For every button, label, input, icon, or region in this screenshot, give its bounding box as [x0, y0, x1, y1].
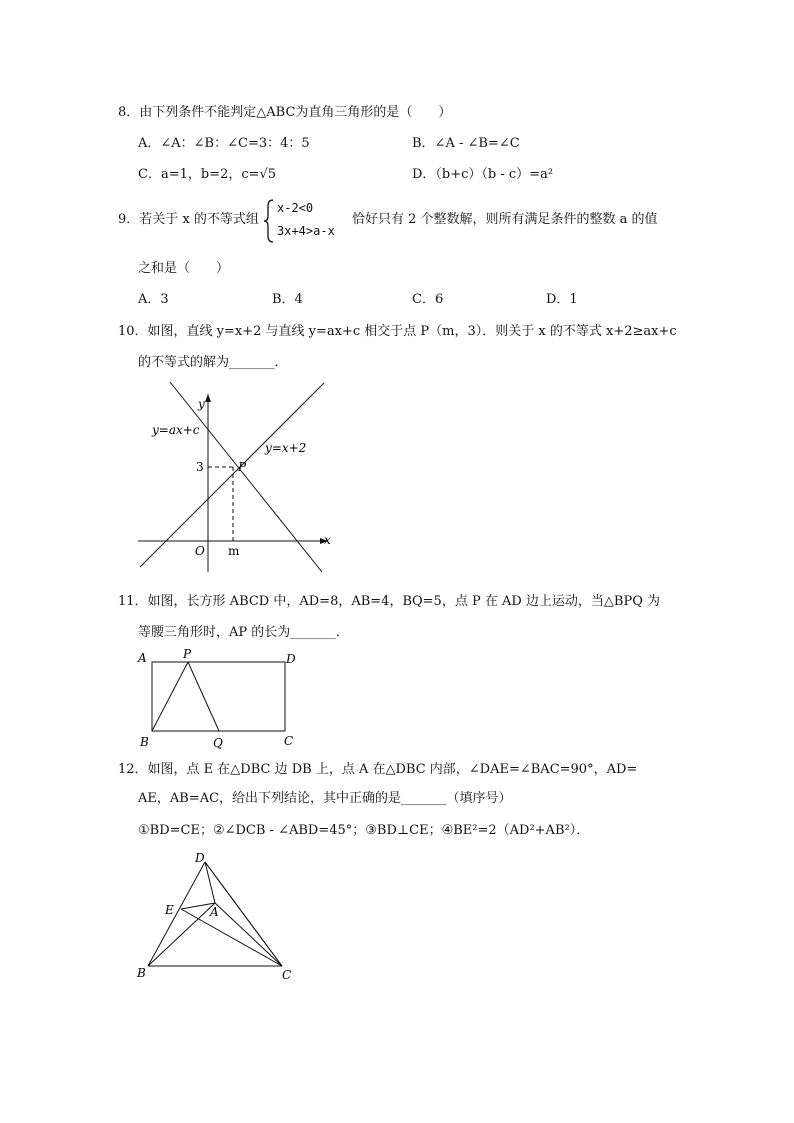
- label-b: B: [140, 735, 149, 749]
- segment-db: [148, 862, 205, 966]
- q8-option-c: C．a=1，b=2，c=√5: [138, 167, 277, 182]
- line-ax-c: [170, 382, 322, 572]
- q8-option-a: A．∠A：∠B：∠C=3：4：5: [138, 136, 310, 151]
- label-origin: O: [195, 544, 205, 558]
- label-c: C: [284, 734, 294, 748]
- label-a: A: [138, 651, 147, 665]
- label-line-ax-c: y=ax+c: [152, 423, 200, 437]
- q9-option-c: C．6: [412, 292, 444, 307]
- label-y: y: [198, 397, 205, 411]
- q12-figure: [132, 848, 302, 983]
- segment-pq: [188, 662, 219, 731]
- label-m: m: [228, 544, 240, 558]
- label-e: E: [165, 903, 174, 917]
- q12-line2: AE，AB=AC，给出下列结论，其中正确的是_______（填序号）: [138, 791, 512, 806]
- q9-brace: [263, 198, 275, 244]
- segment-ba: [148, 903, 215, 966]
- label-b: B: [137, 966, 146, 980]
- q9-option-b: B．4: [272, 292, 303, 307]
- segment-ec: [181, 909, 282, 966]
- q8-option-d: D．（b+c）（b - c）=a²: [412, 167, 554, 182]
- label-p: P: [183, 647, 192, 661]
- q12-line1: 12．如图，点 E 在△DBC 边 DB 上，点 A 在△DBC 内部，∠DAE=∠BAC=90°，AD=: [118, 762, 638, 777]
- label-x: x: [324, 533, 331, 547]
- label-d: D: [195, 851, 205, 865]
- q9-option-d: D．1: [546, 292, 578, 307]
- rectangle-abcd: [152, 662, 285, 731]
- q12-line3: ①BD=CE；②∠DCB - ∠ABD=45°；③BD⊥CE；④BE²=2（AD²+AB²）．: [138, 823, 590, 838]
- q11-line1: 11．如图，长方形 ABCD 中，AD=8，AB=4，BQ=5，点 P 在 AD 边上运动，当△BPQ 为: [118, 594, 660, 609]
- q9-stem-after: 恰好只有 2 个整数解，则所有满足条件的整数 a 的值: [352, 212, 658, 227]
- q9-stem-line2: 之和是（ ）: [138, 261, 230, 276]
- segment-bp: [152, 662, 188, 731]
- q9-inequality-1: x-2<0: [277, 201, 314, 215]
- label-p: P: [238, 460, 247, 474]
- q8-stem: 8．由下列条件不能判定△ABC为直角三角形的是（ ）: [118, 105, 452, 120]
- label-a: A: [210, 905, 219, 919]
- q10-figure: [130, 380, 340, 575]
- q9-stem-before: 9．若关于 x 的不等式组: [118, 212, 259, 227]
- q10-line2: 的不等式的解为_______．: [138, 355, 288, 370]
- label-line-x-plus-2: y=x+2: [265, 441, 307, 455]
- label-3: 3: [196, 460, 204, 474]
- q8-option-b: B．∠A - ∠B=∠C: [412, 136, 520, 151]
- label-d: D: [286, 652, 296, 666]
- segment-ac: [215, 903, 282, 966]
- q10-line1: 10．如图，直线 y=x+2 与直线 y=ax+c 相交于点 P（m，3）．则关于 x 的不等式 x+2≥ax+c: [118, 324, 677, 339]
- q9-inequality-2: 3x+4>a-x: [277, 224, 335, 238]
- q11-line2: 等腰三角形时，AP 的长为_______．: [138, 625, 349, 640]
- label-c: C: [282, 968, 292, 982]
- q11-figure: [132, 645, 312, 755]
- y-axis-arrow: [205, 394, 211, 402]
- label-q: Q: [213, 736, 223, 750]
- q9-option-a: A．3: [138, 292, 169, 307]
